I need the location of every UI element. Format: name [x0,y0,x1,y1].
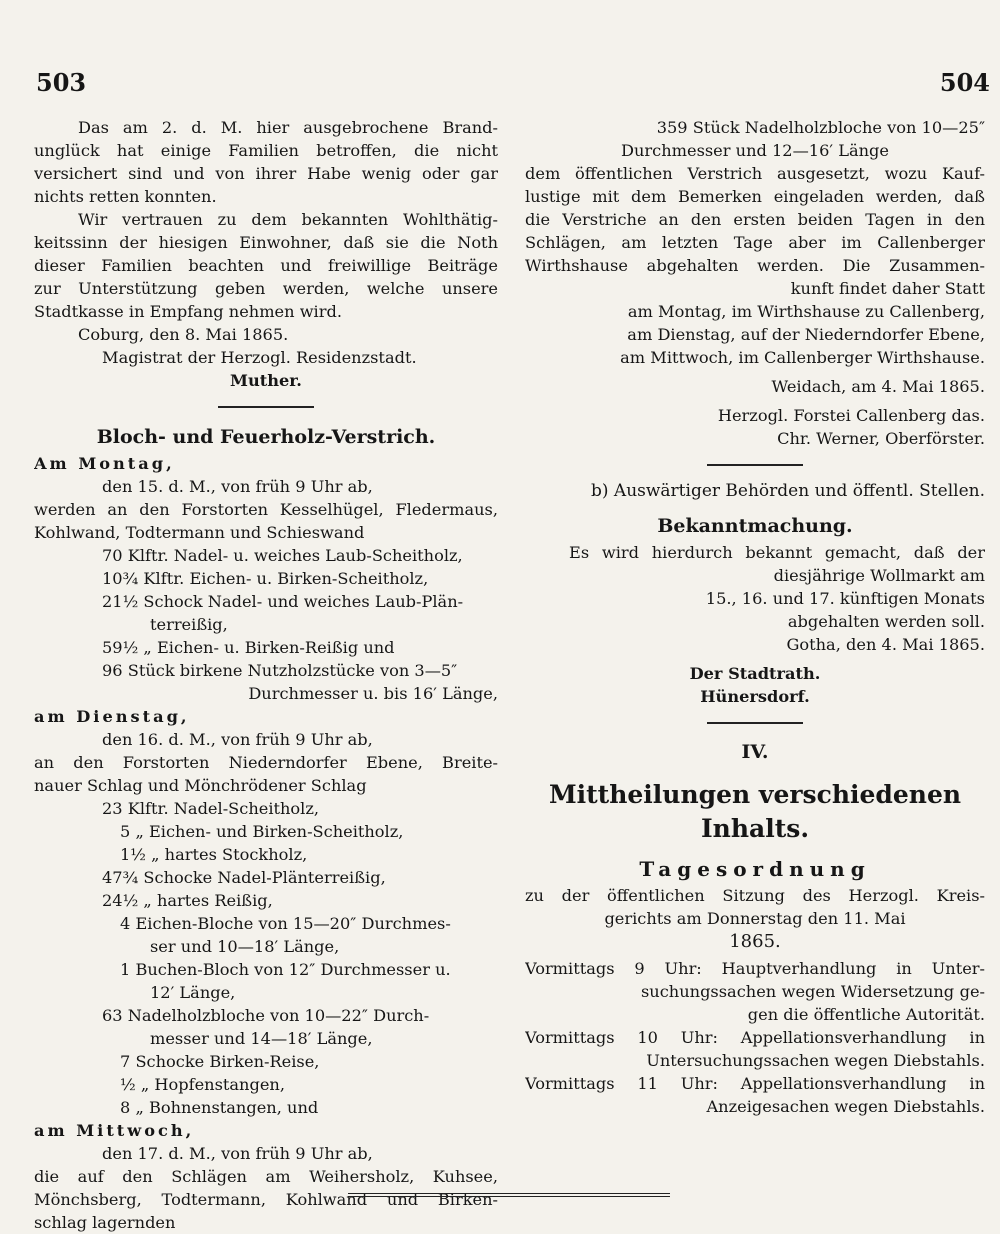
auction-item: 59½ „ Eichen- u. Birken-Reißig und [102,638,395,657]
notice1-line: Stadtkasse in Empfang nehmen wird. [34,302,342,321]
notice1-line: keitssinn der hiesigen Einwohner, daß sie die Noth [34,233,498,252]
notice2-line: 15., 16. und 17. künftigen Monats [705,589,985,608]
auction-item: 1 Buchen-Bloch von 12″ Durchmesser u. [120,960,451,979]
auction-line: die auf den Schlägen am Weihersholz, Kuhsee, [34,1167,498,1186]
auction-line: den 17. d. M., von früh 9 Uhr ab, [102,1144,373,1163]
auction-cont-line: Schlägen, am letzten Tage aber im Callenberger [525,233,985,252]
auction-cont-line: kunft findet daher Statt [790,279,985,298]
agenda-intro-line: gerichts am Donnerstag den 11. Mai [604,909,906,928]
notice1-line: unglück hat einige Familien betroffen, die nicht [34,141,498,160]
notice1-place-date: Coburg, den 8. Mai 1865. [78,325,289,344]
auction-item: 4 Eichen-Bloche von 15—20″ Durchmes- [120,914,451,933]
notice2-line: abgehalten werden soll. [787,612,985,631]
notice1-line: Wir vertrauen zu dem bekannten Wohlthätig- [78,210,498,229]
notice2-signature: Hünersdorf. [700,687,810,706]
agenda-intro-line: zu der öffentlichen Sitzung des Herzogl. Kreis- [525,886,985,905]
auction-item: 12′ Länge, [150,983,236,1002]
notice2-heading: Bekanntmachung. [657,515,853,537]
notice2-authority: Der Stadtrath. [689,664,821,683]
auction-cont-line: lustige mit dem Bemerken eingeladen werden, daß [525,187,985,206]
auction-heading: Bloch- und Feuerholz-Verstrich. [96,426,436,448]
agenda-item: gen die öffentliche Autorität. [747,1005,985,1024]
auction-line: schlag lagernden [34,1213,176,1232]
auction-line: Kohlwand, Todtermann und Schieswand [34,523,365,542]
auction-line: den 16. d. M., von früh 9 Uhr ab, [102,730,373,749]
notice1-authority: Magistrat der Herzogl. Residenzstadt. [102,348,417,367]
page-number-left: 503 [36,68,87,97]
auction-item: 21½ Schock Nadel- und weiches Laub-Plän- [102,592,464,611]
auction-authority: Herzogl. Forstei Callenberg das. [717,406,985,425]
auction-signature: Chr. Werner, Oberförster. [777,429,985,448]
auction-cont-line: dem öffentlichen Verstrich ausgesetzt, wozu Kauf- [525,164,985,183]
auction-item: 23 Klftr. Nadel-Scheitholz, [102,799,320,818]
auction-item: 70 Klftr. Nadel- u. weiches Laub-Scheitholz, [102,546,463,565]
auction-line: nauer Schlag und Mönchrödener Schlag [34,776,367,795]
notice2-line: diesjährige Wollmarkt am [773,566,985,585]
notice1-line: nichts retten konnten. [34,187,217,206]
auction-item: 5 „ Eichen- und Birken-Scheitholz, [120,822,404,841]
auction-place-date: Weidach, am 4. Mai 1865. [771,377,985,396]
auction-cont-line: 359 Stück Nadelholzbloche von 10—25″ [656,118,985,137]
notice2-line: Es wird hierdurch bekannt gemacht, daß der [569,543,985,562]
agenda-item: Vormittags 9 Uhr: Hauptverhandlung in Unter- [525,959,985,978]
separator-rule [707,722,803,724]
agenda-item: suchungssachen wegen Widersetzung ge- [641,982,985,1001]
bottom-double-rule [348,1193,670,1200]
auction-item: 10¾ Klftr. Eichen- u. Birken-Scheitholz, [102,569,429,588]
right-column [525,116,985,1118]
auction-cont-line: am Mittwoch, im Callenberger Wirthshause. [620,348,985,367]
page-number-right: 504 [939,68,990,97]
notice1-line: versichert sind und von ihrer Habe wenig oder gar [34,164,498,183]
auction-cont-line: am Dienstag, auf der Niederndorfer Ebene, [627,325,985,344]
auction-line: Mönchsberg, Todtermann, Kohlwand und Birken- [34,1190,498,1209]
auction-item: messer und 14—18′ Länge, [150,1029,373,1048]
section-b-heading: b) Auswärtiger Behörden und öffentl. Stellen. [591,481,985,501]
auction-item: ½ „ Hopfenstangen, [120,1075,285,1094]
auction-item: ser und 10—18′ Länge, [150,937,340,956]
auction-line: an den Forstorten Niederndorfer Ebene, Breite- [34,753,498,772]
auction-day: Am Montag, [34,454,175,473]
notice2-place-date: Gotha, den 4. Mai 1865. [786,635,985,654]
notice1-line: dieser Familien beachten und freiwillige Beiträge [34,256,498,275]
auction-item: 96 Stück birkene Nutzholzstücke von 3—5″ [102,661,458,680]
agenda-item: Vormittags 11 Uhr: Appellationsverhandlung in [525,1074,985,1093]
auction-item: 47¾ Schocke Nadel-Plänterreißig, [102,868,386,887]
agenda-item: Vormittags 10 Uhr: Appellationsverhandlung in [525,1028,985,1047]
auction-cont-line: Wirthshause abgehalten werden. Die Zusammen- [525,256,985,275]
notice1-line: Das am 2. d. M. hier ausgebrochene Brand- [78,118,498,137]
agenda-intro-line: 1865. [729,931,781,952]
separator-rule [218,406,314,408]
auction-item: 1½ „ hartes Stockholz, [120,845,308,864]
auction-item: 8 „ Bohnenstangen, und [120,1098,319,1117]
section4-heading: Mittheilungen verschiedenen Inhalts. [548,780,962,843]
notice1-line: zur Unterstützung geben werden, welche unsere [34,279,498,298]
auction-day: am Mittwoch, [34,1121,195,1140]
auction-item: 63 Nadelholzbloche von 10—22″ Durch- [102,1006,430,1025]
agenda-item: Anzeigesachen wegen Diebstahls. [706,1097,985,1116]
section-roman-numeral: IV. [741,741,769,763]
auction-item: 24½ „ hartes Reißig, [102,891,273,910]
notice1-signature: Muther. [230,371,302,390]
auction-cont-line: die Verstriche an den ersten beiden Tagen in den [525,210,985,229]
auction-item: 7 Schocke Birken-Reise, [120,1052,320,1071]
separator-rule [707,464,803,466]
auction-line: werden an den Forstorten Kesselhügel, Fledermaus, [34,500,498,519]
auction-cont-line: Durchmesser und 12—16′ Länge [621,141,889,160]
auction-item: Durchmesser u. bis 16′ Länge, [248,684,498,703]
agenda-heading: Tagesordnung [639,857,871,881]
auction-cont-line: am Montag, im Wirthshause zu Callenberg, [627,302,985,321]
auction-item: terreißig, [150,615,228,634]
auction-line: den 15. d. M., von früh 9 Uhr ab, [102,477,373,496]
left-column [34,116,498,1234]
agenda-item: Untersuchungssachen wegen Diebstahls. [646,1051,985,1070]
auction-day: am Dienstag, [34,707,190,726]
